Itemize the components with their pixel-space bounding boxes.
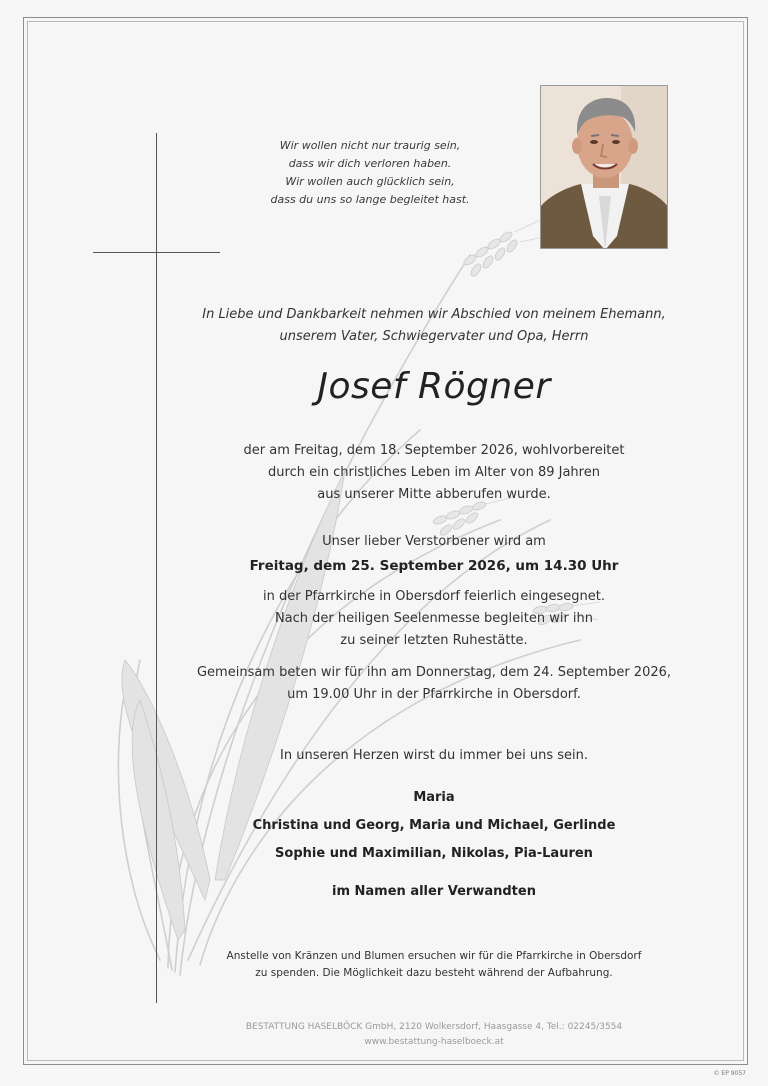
death-notice [184, 440, 684, 506]
footer-company: BESTATTUNG HASELBÖCK GmbH, 2120 Wolkersdorf, Haasgasse 4, Tel.: 02245/3554 [245, 1022, 623, 1032]
quote-line: dass wir dich verloren haben. [288, 157, 452, 170]
mourner-grandchildren: Sophie und Maximilian, Nikolas, Pia-Lauren [275, 846, 593, 861]
deceased-name: Josef Rögner [317, 366, 551, 407]
mourners [184, 784, 684, 906]
cross-bar [93, 252, 220, 253]
intro-line: unserem Vater, Schwiegervater und Opa, Herrn [279, 329, 589, 344]
intro-line: In Liebe und Dankbarkeit nehmen wir Abschied von meinem Ehemann, [202, 307, 666, 322]
prayer-line: Gemeinsam beten wir für ihn am Donnerstag, dem 24. September 2026, [196, 665, 672, 680]
funeral-line: in der Pfarrkirche in Obersdorf feierlich eingesegnet. [263, 589, 605, 604]
portrait-photo [540, 85, 668, 249]
funeral-line: zu seiner letzten Ruhestätte. [340, 633, 528, 648]
hearts-line: In unseren Herzen wirst du immer bei uns sein. [280, 748, 588, 763]
print-code: © EP 9057 [713, 1070, 746, 1077]
memorial-quote [250, 137, 490, 209]
note-line: Anstelle von Kränzen und Blumen ersuchen wir für die Pfarrkirche in Obersdorf [226, 950, 642, 962]
funeral-intro: Unser lieber Verstorbener wird am [322, 534, 546, 549]
death-line: der am Freitag, dem 18. September 2026, wohlvorbereitet [243, 443, 625, 458]
note-line: zu spenden. Die Möglichkeit dazu besteht während der Aufbahrung. [255, 967, 613, 979]
death-line: aus unserer Mitte abberufen wurde. [317, 487, 551, 502]
funeral-place [184, 586, 684, 652]
farewell-intro [184, 304, 684, 348]
death-line: durch ein christliches Leben im Alter von 89 Jahren [268, 465, 600, 480]
prayer-line: um 19.00 Uhr in der Pfarrkirche in Obersdorf. [287, 687, 581, 702]
quote-line: Wir wollen auch glücklich sein, [285, 175, 455, 188]
donation-note [184, 948, 684, 982]
funeral-date: Freitag, dem 25. September 2026, um 14.30 Uhr [249, 558, 619, 574]
prayer-notice [184, 662, 684, 706]
mourner-relatives: im Namen aller Verwandten [332, 884, 536, 899]
mourner-wife: Maria [413, 790, 455, 805]
quote-line: dass du uns so lange begleitet hast. [270, 193, 470, 206]
cross-icon [156, 133, 157, 1003]
footer [184, 1020, 684, 1050]
footer-website[interactable]: www.bestattung-haselboeck.at [364, 1037, 504, 1047]
mourner-children: Christina und Georg, Maria und Michael, Gerlinde [252, 818, 616, 833]
quote-line: Wir wollen nicht nur traurig sein, [279, 139, 461, 152]
funeral-line: Nach der heiligen Seelenmesse begleiten wir ihn [274, 611, 594, 626]
